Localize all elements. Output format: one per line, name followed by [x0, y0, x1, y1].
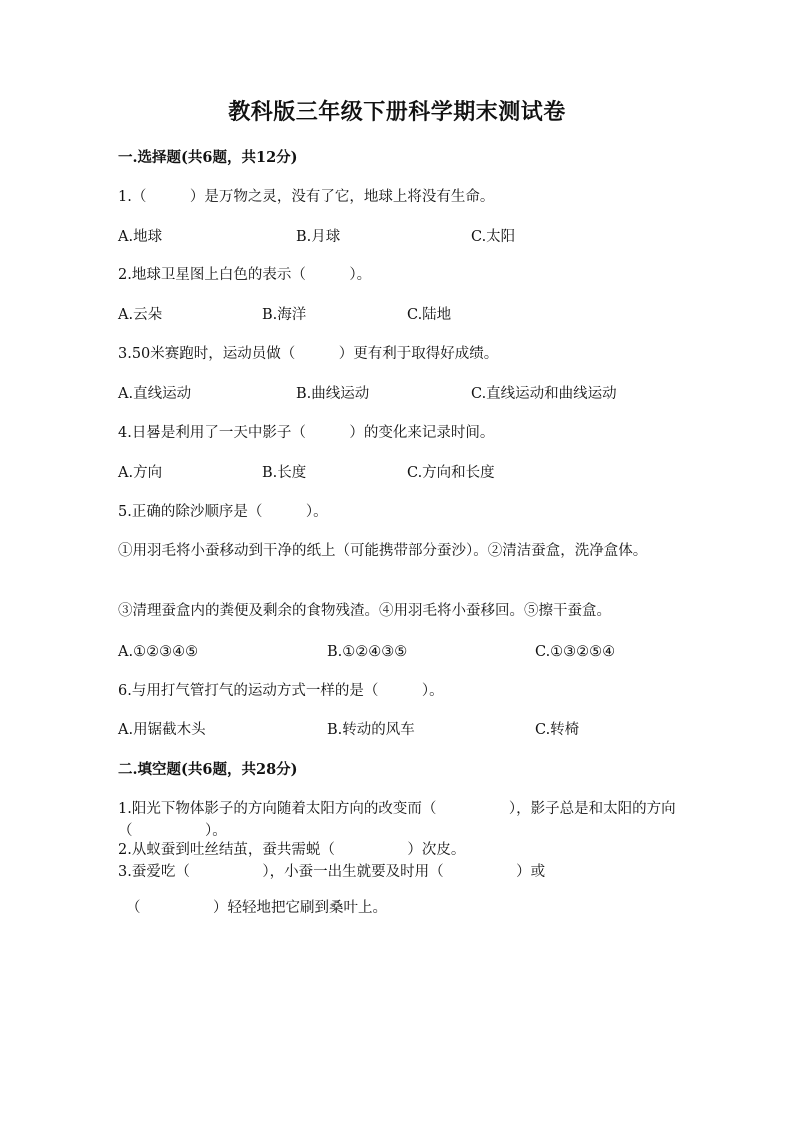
option-c: C.转椅: [535, 722, 580, 738]
option-b: B.转动的风车: [327, 722, 415, 738]
fill-question: 2.从蚁蚕到吐丝结茧，蚕共需蜕（ ）次皮。: [118, 842, 466, 858]
fill-question-continuation: （ ）轻轻地把它刷到桑叶上。: [126, 900, 387, 916]
question-stem: 4.日晷是利用了一天中影子（ ）的变化来记录时间。: [118, 425, 495, 441]
fill-question: 1.阳光下物体影子的方向随着太阳方向的改变而（ ），影子总是和太阳的方向（ ）。: [118, 801, 676, 839]
section-heading-choice: 一.选择题(共6题，共12分): [118, 149, 298, 166]
question-stem: 5.正确的除沙顺序是（ ）。: [118, 504, 328, 520]
option-b: B.海洋: [262, 307, 307, 323]
option-a: A.云朵: [118, 307, 163, 323]
option-c: C.方向和长度: [407, 465, 495, 481]
option-b: B.长度: [262, 465, 307, 481]
option-a: A.地球: [118, 229, 163, 245]
question-stem: 6.与用打气管打气的运动方式一样的是（ ）。: [118, 683, 444, 699]
question-description: ①用羽毛将小蚕移动到干净的纸上（可能携带部分蚕沙）。②清洁蚕盒，洗净盒体。: [118, 543, 648, 559]
question-description: ③清理蚕盒内的粪便及剩余的食物残渣。④用羽毛将小蚕移回。⑤擦干蚕盒。: [118, 603, 611, 619]
option-a: A.方向: [118, 465, 163, 481]
section-heading-fill: 二.填空题(共6题，共28分): [118, 761, 298, 778]
question-stem: 2.地球卫星图上白色的表示（ ）。: [118, 267, 372, 283]
option-c: C.陆地: [407, 307, 452, 323]
question-stem: 1.（ ）是万物之灵，没有了它，地球上将没有生命。: [118, 189, 495, 205]
question-stem: 3.50米赛跑时，运动员做（ ）更有利于取得好成绩。: [118, 346, 499, 362]
option-a: A.①②③④⑤: [118, 644, 199, 660]
option-b: B.①②④③⑤: [327, 644, 408, 660]
option-b: B.曲线运动: [296, 386, 370, 402]
option-c: C.①③②⑤④: [535, 644, 616, 660]
option-a: A.用锯截木头: [118, 722, 206, 738]
page-title: 教科版三年级下册科学期末测试卷: [228, 99, 566, 125]
fill-question: 3.蚕爱吃（ ），小蚕一出生就要及时用（ ）或: [118, 864, 546, 880]
option-b: B.月球: [296, 229, 341, 245]
option-c: C.直线运动和曲线运动: [471, 386, 617, 402]
option-c: C.太阳: [471, 229, 516, 245]
option-a: A.直线运动: [118, 386, 192, 402]
